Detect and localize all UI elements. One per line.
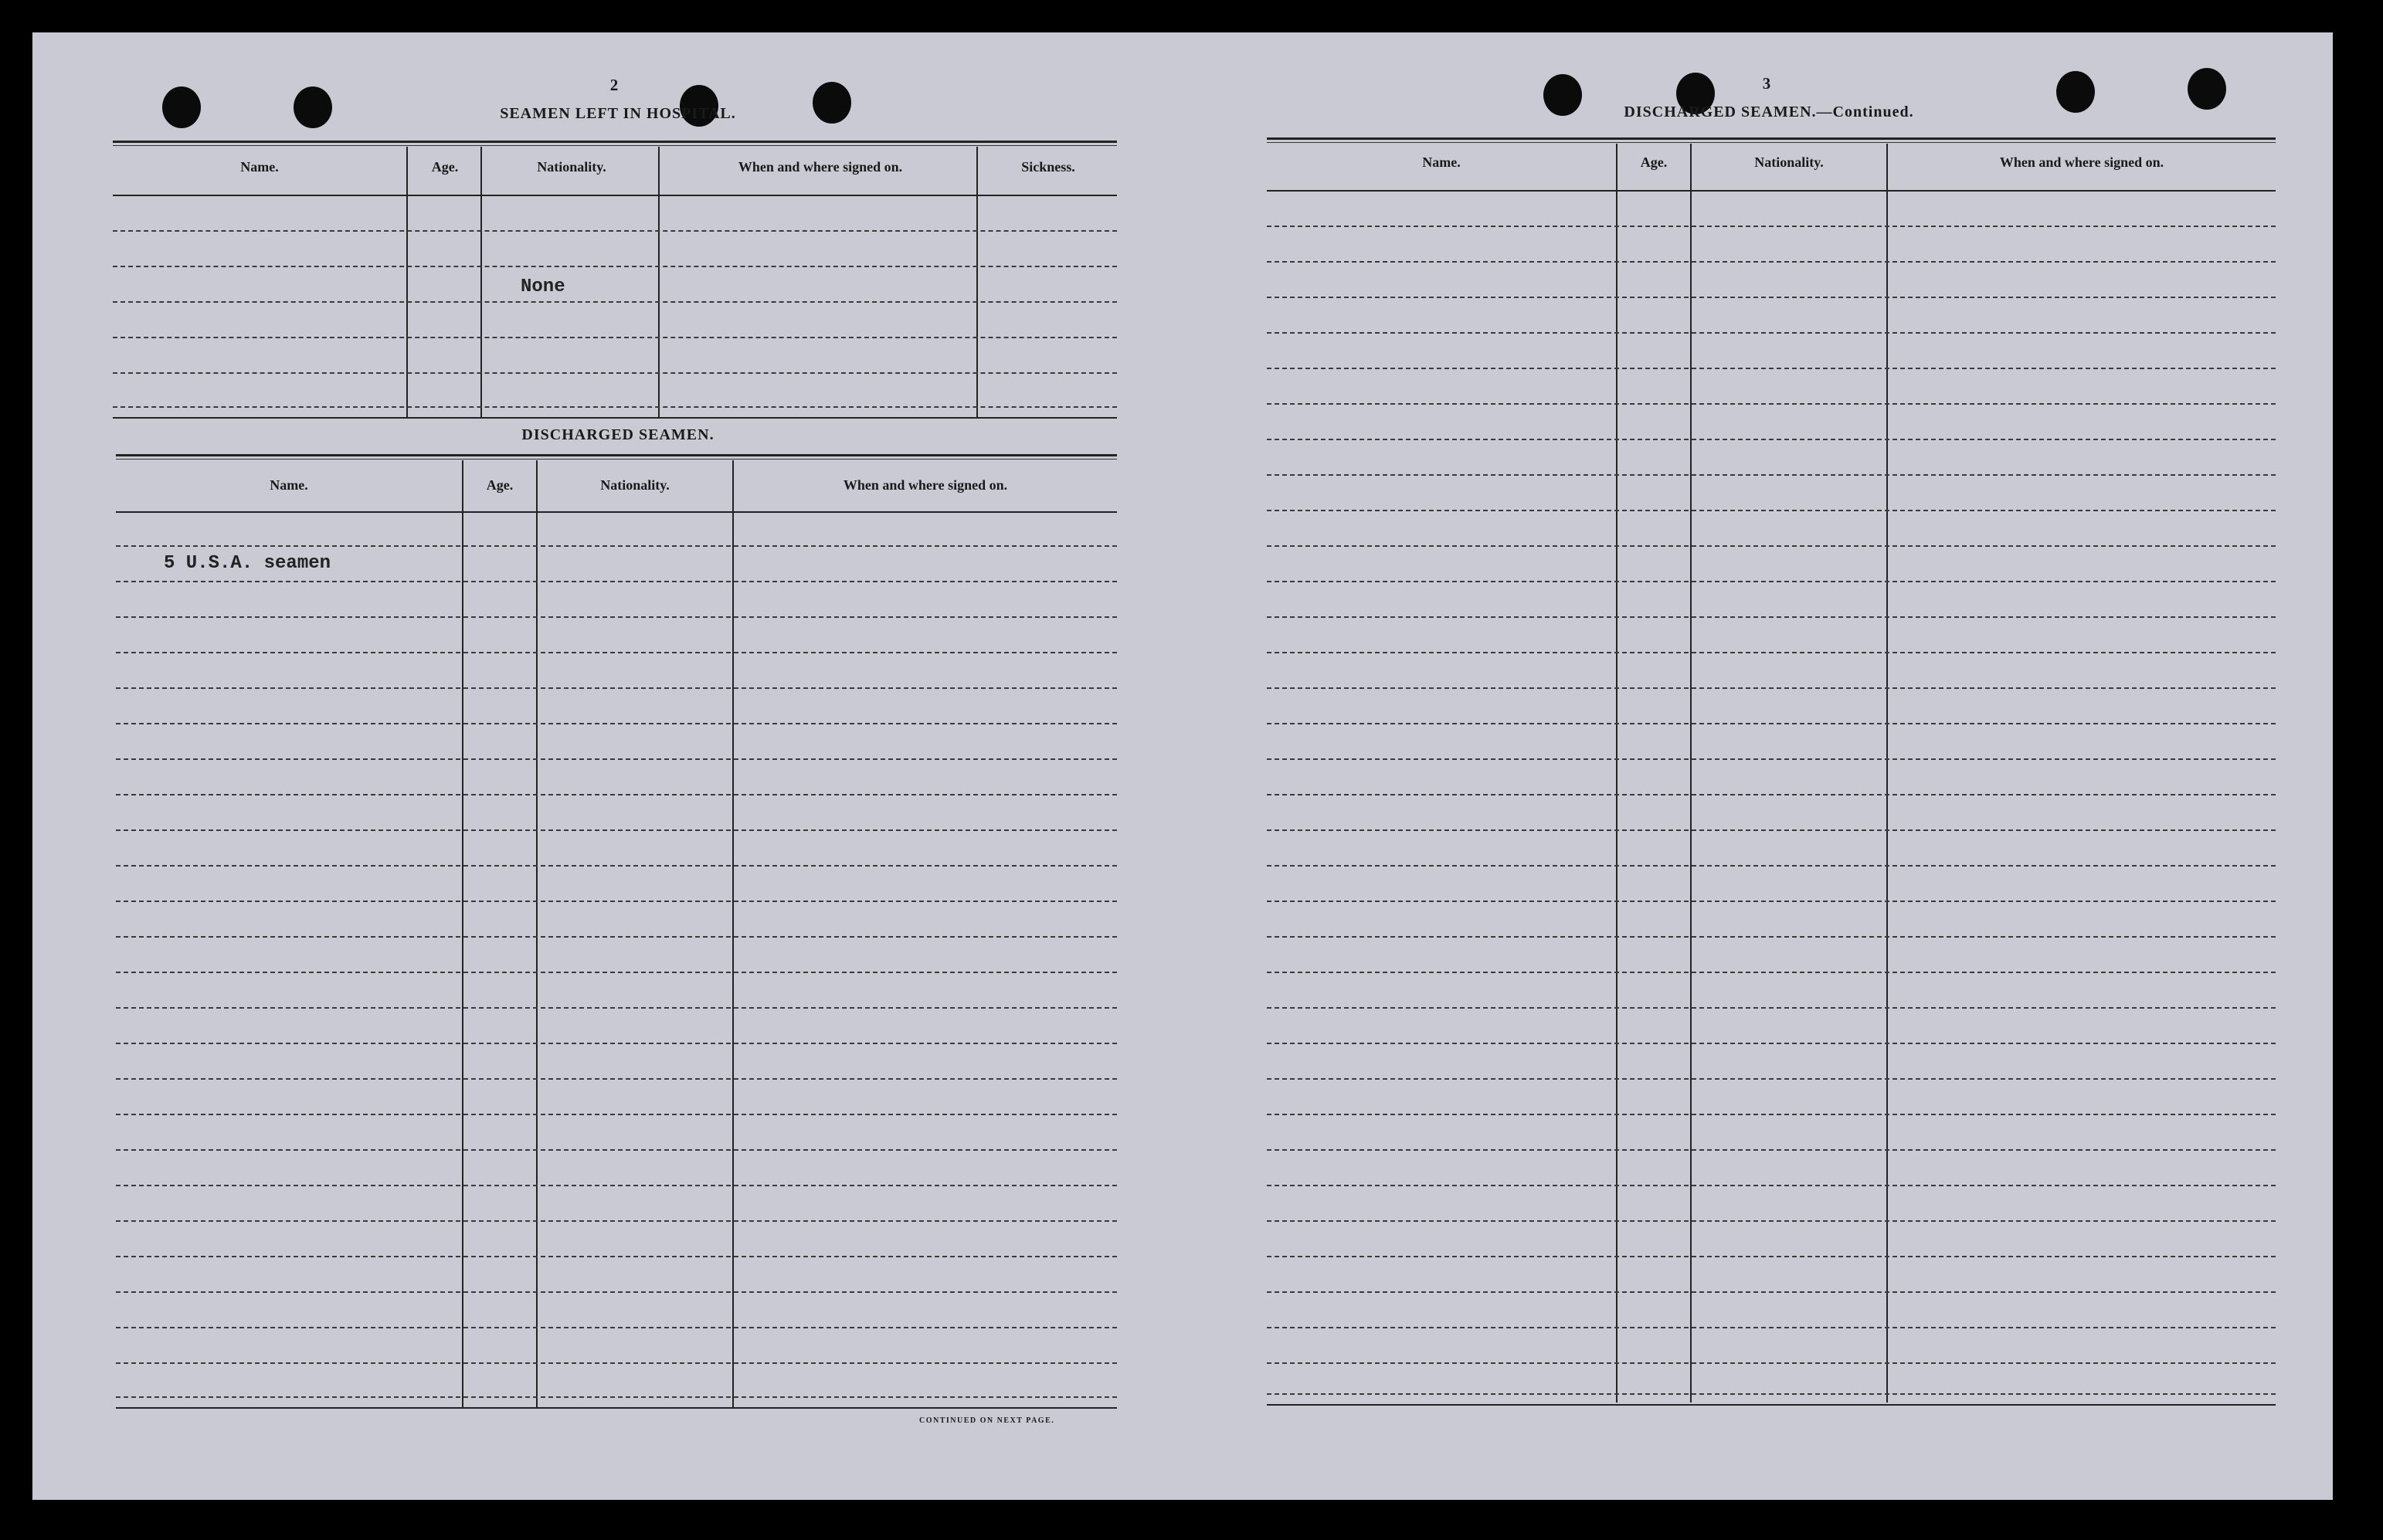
discharged-col-name: Name.	[270, 477, 308, 493]
hospital-entry-none: None	[521, 276, 565, 297]
continued-note: CONTINUED ON NEXT PAGE.	[919, 1416, 1055, 1425]
right-col-name: Name.	[1422, 154, 1461, 170]
hospital-col-sickness: Sickness.	[1021, 159, 1075, 175]
discharged-col-age: Age.	[486, 477, 514, 493]
punch-hole	[2188, 68, 2226, 110]
hospital-col-age: Age.	[431, 159, 459, 175]
hospital-col-name: Name.	[240, 159, 279, 175]
punch-hole	[294, 86, 332, 128]
discharged-entry: 5 U.S.A. seamen	[164, 553, 331, 574]
discharged-table-right	[1267, 136, 2276, 1410]
discharged-continued-title: DISCHARGED SEAMEN.—Continued.	[1624, 103, 1914, 120]
page-number-right: 3	[1762, 74, 1771, 93]
hospital-col-signed-on: When and where signed on.	[738, 159, 903, 175]
discharged-col-signed-on: When and where signed on.	[843, 477, 1008, 493]
discharged-col-nationality: Nationality.	[600, 477, 670, 493]
punch-hole	[2056, 71, 2095, 113]
discharged-section-title: DISCHARGED SEAMEN.	[521, 426, 715, 443]
page-number-left: 2	[609, 76, 619, 94]
right-col-signed-on: When and where signed on.	[1999, 154, 2164, 170]
discharged-table-left	[116, 453, 1117, 1410]
hospital-table	[113, 139, 1117, 425]
hospital-section-title: SEAMEN LEFT IN HOSPITAL.	[500, 105, 736, 122]
punch-hole	[162, 86, 201, 128]
right-col-nationality: Nationality.	[1754, 154, 1824, 170]
right-col-age: Age.	[1640, 154, 1668, 170]
hospital-col-nationality: Nationality.	[537, 159, 606, 175]
